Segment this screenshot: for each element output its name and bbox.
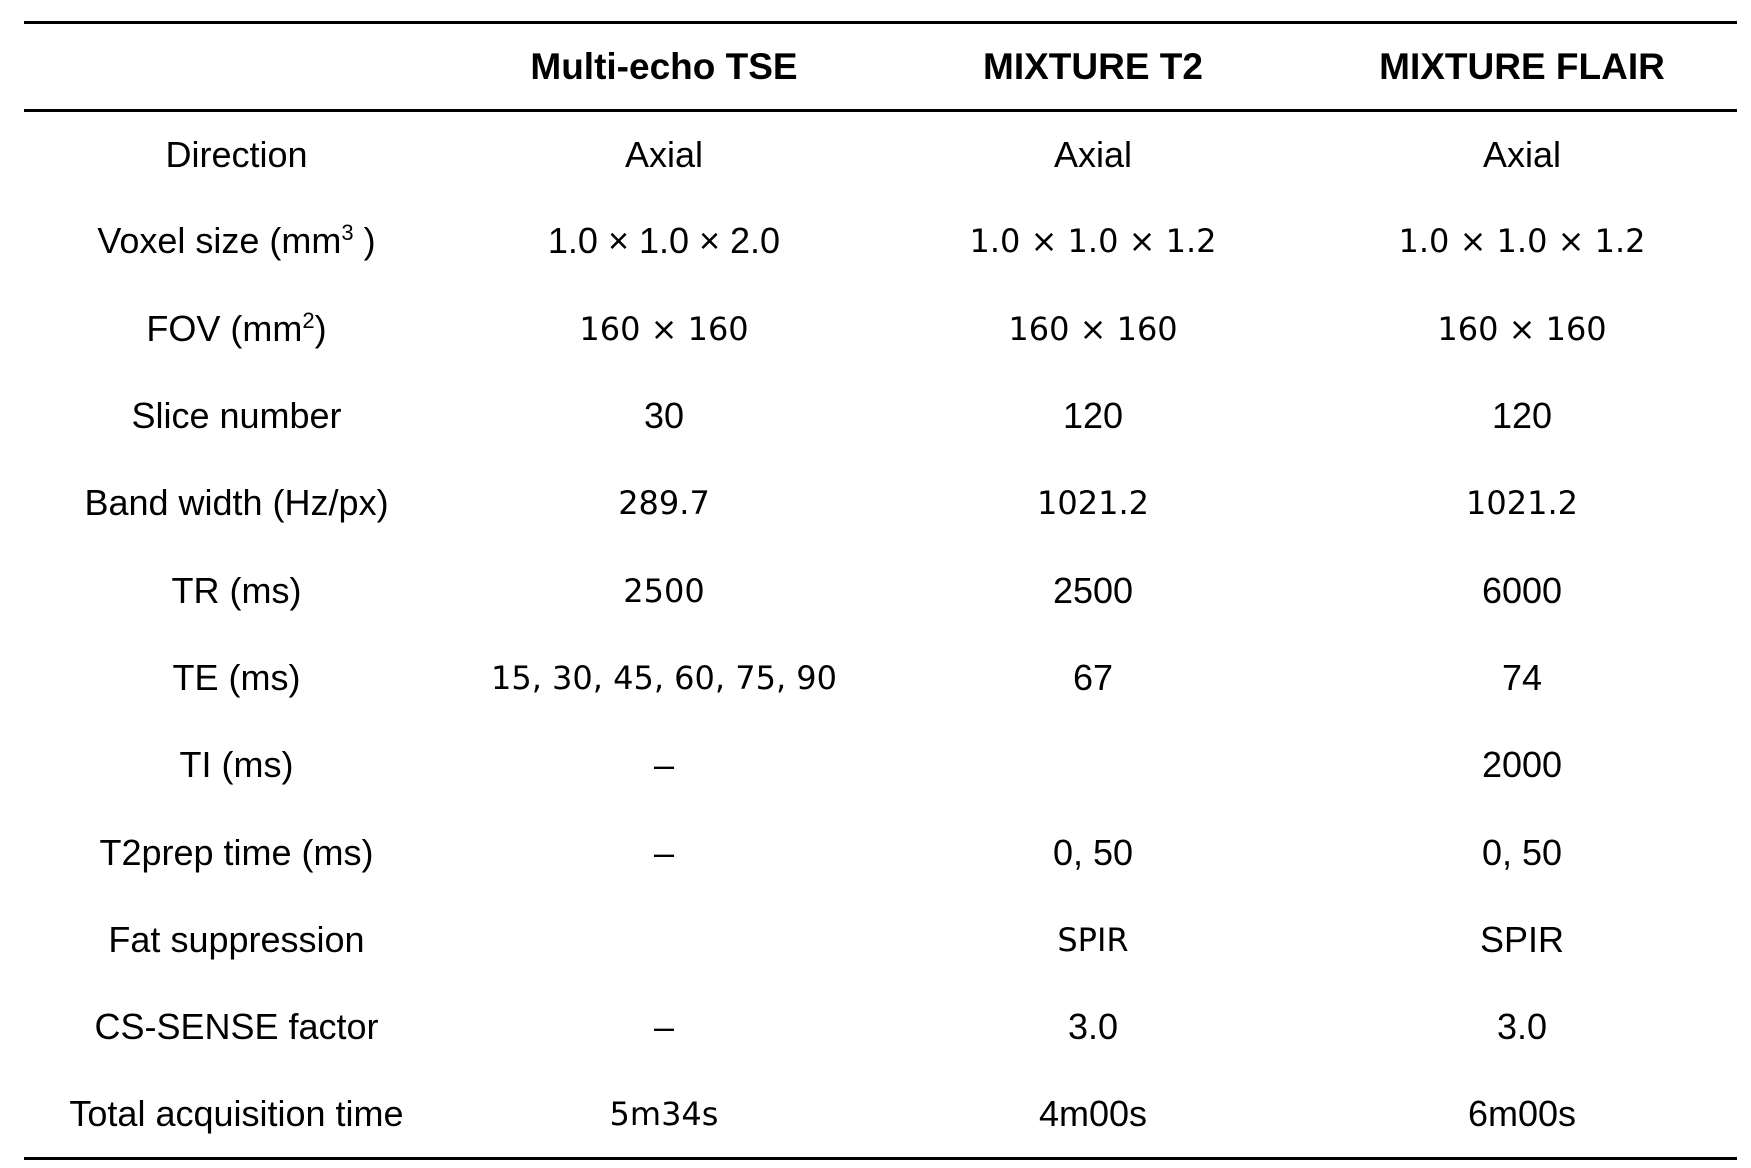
row-label [24, 547, 449, 634]
row-label [24, 372, 449, 459]
header-row [24, 23, 1737, 111]
table-cell: 30 [643, 395, 685, 437]
table-cell: – [653, 831, 675, 873]
table-row [24, 460, 1737, 547]
row-label [24, 460, 449, 547]
table-cell: 6m00s [1467, 1092, 1577, 1134]
table-row [24, 896, 1737, 983]
row-label [24, 634, 449, 721]
row-label-text: Fat suppression [108, 918, 365, 960]
table-cell: 1021.2 [1466, 484, 1578, 523]
row-label-text: Slice number [131, 395, 342, 437]
table-cell [449, 896, 879, 983]
table-cell: 120 [1062, 395, 1124, 437]
table-cell: 3.0 [1496, 1006, 1548, 1048]
table-cell: SPIR [1057, 920, 1129, 959]
table-cell: 1.0 × 1.0 × 2.0 [547, 220, 781, 262]
table-cell: 120 [1491, 395, 1553, 437]
table-header [24, 23, 1737, 111]
parameters-table [24, 21, 1737, 1160]
row-label [24, 983, 449, 1070]
table-cell: Axial [1482, 133, 1562, 175]
header-multi-echo-tse: Multi-echo TSE [530, 45, 798, 87]
row-label [24, 111, 449, 198]
row-label [24, 722, 449, 809]
table-cell: Axial [624, 133, 704, 175]
row-label-text: Total acquisition time [69, 1092, 404, 1134]
row-label [24, 285, 449, 372]
table-cell: Axial [1053, 133, 1133, 175]
table-cell: 5m34s [609, 1094, 719, 1133]
table-row [24, 722, 1737, 809]
row-label-suffix: ) [314, 307, 327, 349]
table-cell: 1.0 × 1.0 × 1.2 [1398, 222, 1646, 261]
table-cell: 160 × 160 [579, 309, 749, 348]
table-cell: 74 [1501, 656, 1543, 698]
row-label [24, 1071, 449, 1158]
table-cell: 2500 [1052, 569, 1134, 611]
row-label-text: TE (ms) [172, 656, 301, 698]
table-row [24, 111, 1737, 198]
row-label [24, 198, 449, 285]
table-row [24, 634, 1737, 721]
row-label-text: CS-SENSE factor [94, 1006, 379, 1048]
row-label-text: Band width (Hz/px) [84, 482, 389, 524]
table-row [24, 372, 1737, 459]
row-label-text: Direction [165, 133, 308, 175]
parameters-table-container [24, 21, 1737, 1160]
table-row [24, 285, 1737, 372]
table-cell: 6000 [1481, 569, 1563, 611]
table-body [24, 111, 1737, 1159]
table-cell: 1021.2 [1037, 484, 1149, 523]
table-cell: 0, 50 [1481, 831, 1563, 873]
header-mixture-t2: MIXTURE T2 [983, 45, 1203, 87]
row-label [24, 896, 449, 983]
row-label-text: TI (ms) [179, 744, 294, 786]
header-mixture-flair: MIXTURE FLAIR [1379, 45, 1665, 87]
row-label-text: FOV (mm [146, 307, 303, 349]
table-cell: 289.7 [618, 484, 710, 523]
table-cell: SPIR [1479, 918, 1565, 960]
table-cell: 2000 [1481, 744, 1563, 786]
table-cell: 160 × 160 [1437, 309, 1607, 348]
table-cell [879, 722, 1307, 809]
row-label [24, 809, 449, 896]
table-row [24, 547, 1737, 634]
table-cell: 3.0 [1067, 1006, 1119, 1048]
table-cell: 4m00s [1038, 1092, 1148, 1134]
table-cell: 0, 50 [1052, 831, 1134, 873]
table-cell: 15, 30, 45, 60, 75, 90 [490, 658, 838, 697]
table-row [24, 983, 1737, 1070]
row-label-text: Voxel size (mm [97, 220, 342, 262]
row-label-superscript: 3 [341, 220, 354, 246]
table-cell: – [653, 744, 675, 786]
header-corner [24, 23, 449, 111]
table-row [24, 809, 1737, 896]
row-label-text: T2prep time (ms) [99, 831, 374, 873]
row-label-text: TR (ms) [171, 569, 302, 611]
row-label-suffix: ) [353, 220, 376, 262]
table-cell: 67 [1072, 656, 1114, 698]
table-row [24, 1071, 1737, 1158]
table-cell: – [653, 1006, 675, 1048]
table-cell: 2500 [623, 571, 705, 610]
table-cell: 160 × 160 [1008, 309, 1178, 348]
table-row [24, 198, 1737, 285]
row-label-superscript: 2 [302, 307, 315, 333]
table-cell: 1.0 × 1.0 × 1.2 [969, 222, 1217, 261]
